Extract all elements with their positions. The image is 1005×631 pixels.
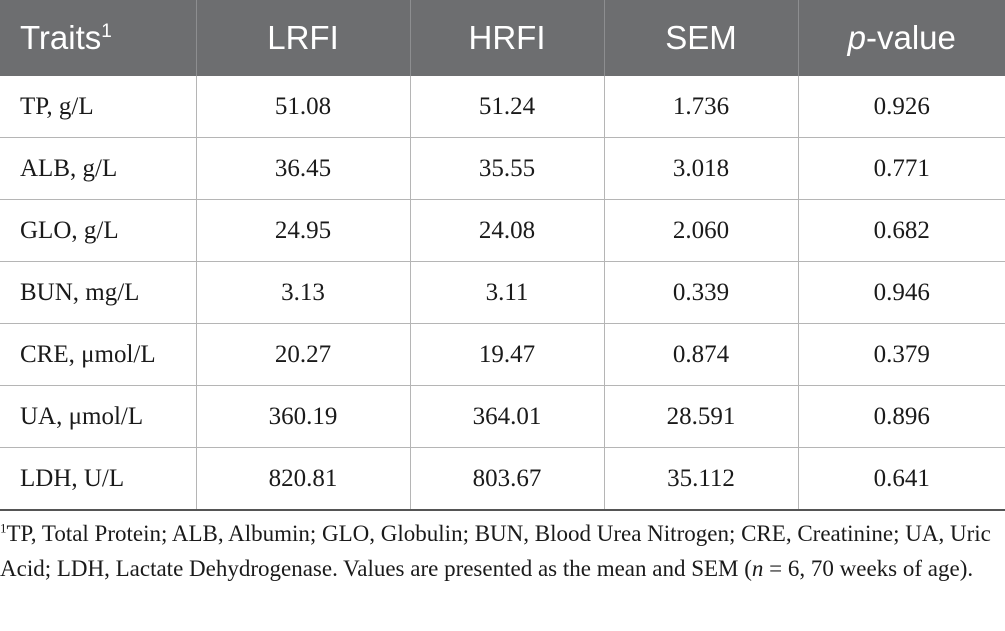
footnote-marker: 1	[0, 520, 7, 536]
header-p-italic: p	[847, 19, 866, 56]
cell-sem: 0.874	[604, 324, 798, 386]
table-body	[0, 76, 1005, 510]
header-sem: SEM	[604, 0, 798, 76]
cell-hrfi: 803.67	[410, 448, 604, 511]
cell-p-value: 0.946	[798, 262, 1005, 324]
cell-p-value: 0.926	[798, 76, 1005, 138]
table-header	[0, 0, 1005, 76]
cell-p-value: 0.379	[798, 324, 1005, 386]
cell-trait: TP, g/L	[0, 76, 196, 138]
footnote-text-after: = 6, 70 weeks of age).	[763, 556, 974, 581]
cell-sem: 0.339	[604, 262, 798, 324]
table-footnote	[0, 516, 1000, 586]
cell-lrfi: 20.27	[196, 324, 410, 386]
cell-p-value: 0.682	[798, 200, 1005, 262]
cell-trait: UA, μmol/L	[0, 386, 196, 448]
header-p-value	[798, 0, 1005, 76]
cell-hrfi: 51.24	[410, 76, 604, 138]
cell-trait: LDH, U/L	[0, 448, 196, 511]
cell-sem: 2.060	[604, 200, 798, 262]
cell-p-value: 0.771	[798, 138, 1005, 200]
cell-hrfi: 364.01	[410, 386, 604, 448]
cell-trait: ALB, g/L	[0, 138, 196, 200]
footnote-n-italic: n	[751, 556, 764, 581]
cell-sem: 1.736	[604, 76, 798, 138]
cell-p-value: 0.896	[798, 386, 1005, 448]
cell-lrfi: 36.45	[196, 138, 410, 200]
header-traits-footnote-marker: 1	[101, 21, 112, 42]
header-p-rest: -value	[865, 19, 956, 56]
table-row	[0, 386, 1005, 448]
cell-lrfi: 3.13	[196, 262, 410, 324]
table-row	[0, 76, 1005, 138]
cell-hrfi: 24.08	[410, 200, 604, 262]
cell-trait: CRE, μmol/L	[0, 324, 196, 386]
cell-sem: 35.112	[604, 448, 798, 511]
cell-trait: BUN, mg/L	[0, 262, 196, 324]
cell-lrfi: 820.81	[196, 448, 410, 511]
table-row	[0, 138, 1005, 200]
header-hrfi: HRFI	[410, 0, 604, 76]
cell-trait: GLO, g/L	[0, 200, 196, 262]
cell-sem: 3.018	[604, 138, 798, 200]
header-row	[0, 0, 1005, 76]
table-row	[0, 262, 1005, 324]
cell-lrfi: 51.08	[196, 76, 410, 138]
cell-lrfi: 24.95	[196, 200, 410, 262]
header-lrfi: LRFI	[196, 0, 410, 76]
cell-lrfi: 360.19	[196, 386, 410, 448]
table-row	[0, 448, 1005, 511]
cell-hrfi: 3.11	[410, 262, 604, 324]
cell-hrfi: 19.47	[410, 324, 604, 386]
cell-hrfi: 35.55	[410, 138, 604, 200]
table-row	[0, 324, 1005, 386]
footnote-text-before: TP, Total Protein; ALB, Albumin; GLO, Globulin; BUN, Blood Urea Nitrogen; CRE, Creatinine; UA, Uric Acid; LDH, Lactate Dehydrogenase. Values are presented as the mean and SEM (	[0, 521, 991, 581]
table-row	[0, 200, 1005, 262]
header-traits	[0, 0, 196, 76]
cell-sem: 28.591	[604, 386, 798, 448]
header-traits-label: Traits	[20, 19, 102, 56]
cell-p-value: 0.641	[798, 448, 1005, 511]
